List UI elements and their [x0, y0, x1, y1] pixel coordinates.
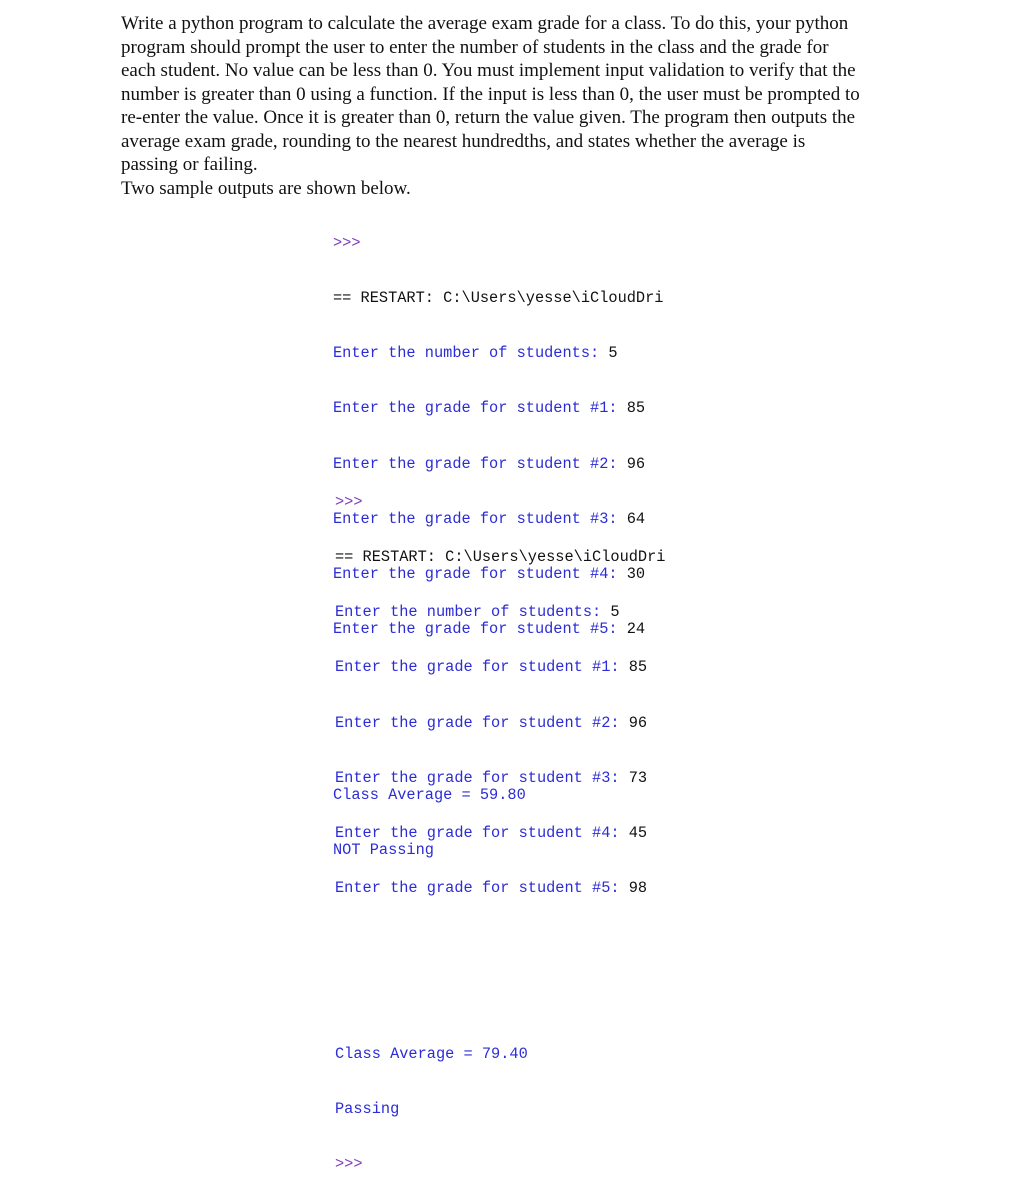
grade-line: Enter the grade for student #4: 45: [335, 824, 648, 843]
problem-line: re-enter the value. Once it is greater than 0, return the value given. The program then outputs the: [121, 107, 856, 128]
problem-line: program should prompt the user to enter the number of students in the class and the grade for: [121, 36, 829, 58]
num-students-line: Enter the number of students: 5: [335, 603, 620, 622]
problem-line: each student. No value can be less than 0. You must implement input validation to verify that the: [121, 60, 856, 81]
problem-line: average exam grade, rounding to the nearest hundredths, and states whether the average is: [121, 130, 806, 152]
blank-line: [335, 990, 665, 1008]
blank-line: [335, 934, 665, 952]
shell-prompt: >>>: [335, 492, 363, 511]
problem-line: number is greater than 0 using a function. If the input is less than 0, the user must be prompted to: [121, 83, 860, 105]
grade-line: Enter the grade for student #2: 96: [335, 713, 648, 732]
problem-line: passing or failing.: [121, 154, 258, 175]
grade-line: Enter the grade for student #3: 73: [335, 768, 648, 787]
class-average-line: Class Average = 79.40: [335, 1044, 528, 1063]
grade-line: Enter the grade for student #5: 24: [333, 620, 646, 639]
problem-statement: [121, 12, 911, 200]
grade-line: Enter the grade for student #4: 30: [333, 565, 646, 584]
num-students-line: Enter the number of students: 5: [333, 344, 618, 363]
status-line: NOT Passing: [333, 841, 434, 860]
problem-line: Write a python program to calculate the average exam grade for a class. To do this, your python: [121, 13, 849, 34]
sample-output-2: [335, 456, 665, 1192]
grade-line: Enter the grade for student #1: 85: [333, 399, 646, 418]
status-line: Passing: [335, 1100, 400, 1119]
class-average-line: Class Average = 59.80: [333, 785, 526, 804]
restart-line: == RESTART: C:\Users\yesse\iCloudDri: [335, 548, 666, 567]
grade-line: Enter the grade for student #3: 64: [333, 509, 646, 528]
shell-prompt: >>>: [335, 1155, 363, 1174]
shell-prompt: >>>: [333, 233, 361, 252]
grade-line: Enter the grade for student #1: 85: [335, 658, 648, 677]
grade-line: Enter the grade for student #2: 96: [333, 454, 646, 473]
grade-line: Enter the grade for student #5: 98: [335, 879, 648, 898]
restart-line: == RESTART: C:\Users\yesse\iCloudDri: [333, 289, 664, 308]
problem-line: Two sample outputs are shown below.: [121, 177, 411, 199]
